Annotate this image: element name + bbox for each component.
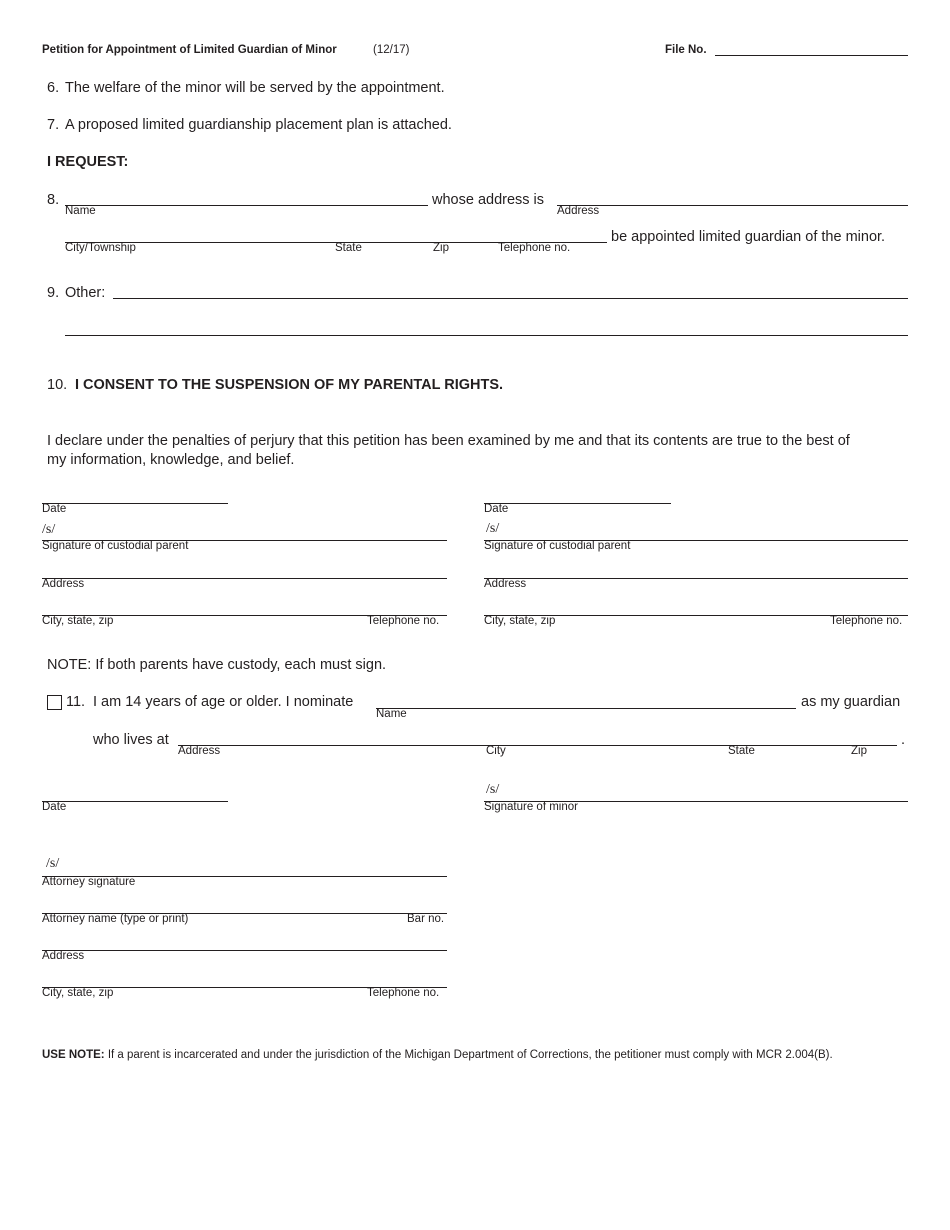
- guardian-address-label: Address: [557, 205, 600, 217]
- guardian-phone-label: Telephone no.: [498, 242, 571, 254]
- minor-date-label: Date: [42, 801, 67, 813]
- minor-sig-mark: /s/: [486, 782, 500, 797]
- attorney-phone-label: Telephone no.: [367, 987, 440, 999]
- guardian-zip-label: Zip: [433, 242, 449, 254]
- nominee-name-label: Name: [376, 708, 407, 720]
- whose-address-text: whose address is: [432, 192, 545, 208]
- parent2-sig-mark: /s/: [486, 521, 500, 536]
- use-note: [42, 1049, 833, 1061]
- parent1-date-field[interactable]: [42, 503, 228, 504]
- minor-date-field[interactable]: [42, 801, 228, 802]
- declaration-line2: my information, knowledge, and belief.: [47, 452, 295, 468]
- nominee-address-field[interactable]: [178, 745, 897, 746]
- file-no-field[interactable]: [715, 55, 908, 56]
- parent2-date-label: Date: [484, 503, 509, 515]
- parent1-sig-label: Signature of custodial parent: [42, 540, 189, 552]
- parent2-sig-label: Signature of custodial parent: [484, 540, 631, 552]
- parent1-date-label: Date: [42, 503, 67, 515]
- parent2-address-field[interactable]: [484, 578, 908, 579]
- parent1-phone-label: Telephone no.: [367, 615, 440, 627]
- parent2-phone-label: Telephone no.: [830, 615, 903, 627]
- attorney-address-label: Address: [42, 950, 85, 962]
- parent1-sig-mark: /s/: [42, 522, 56, 537]
- parent2-address-label: Address: [484, 578, 527, 590]
- parent1-address-label: Address: [42, 578, 85, 590]
- parent2-date-field[interactable]: [484, 503, 671, 504]
- attorney-bar-label: Bar no.: [407, 913, 445, 925]
- attorney-address-field[interactable]: [42, 950, 447, 951]
- item6-text: The welfare of the minor will be served by the appointment.: [65, 80, 445, 96]
- parent1-address-field[interactable]: [42, 578, 447, 579]
- other-label: Other:: [65, 285, 106, 301]
- minor-sig-label: Signature of minor: [484, 801, 578, 813]
- nominee-state-label: State: [728, 745, 755, 757]
- custody-note: NOTE: If both parents have custody, each must sign.: [47, 657, 387, 673]
- request-heading: I REQUEST:: [47, 154, 129, 170]
- attorney-sig-mark: /s/: [46, 856, 60, 871]
- use-note-label: USE NOTE:: [42, 1049, 105, 1061]
- nominee-city-label: City: [486, 745, 506, 757]
- attorney-city-label: City, state, zip: [42, 987, 114, 999]
- file-no-label: File No.: [665, 44, 707, 56]
- attorney-sig-label: Attorney signature: [42, 876, 136, 888]
- guardian-name-label: Name: [65, 205, 96, 217]
- other-field-line2[interactable]: [65, 335, 908, 336]
- who-lives-text: who lives at: [93, 732, 169, 748]
- other-field-line1[interactable]: [113, 298, 908, 299]
- attorney-name-label: Attorney name (type or print): [42, 913, 189, 925]
- item7-number: 7.: [47, 117, 60, 133]
- item10-number: 10.: [47, 377, 68, 393]
- item8-number: 8.: [47, 192, 60, 208]
- nominee-address-period: .: [901, 732, 906, 748]
- item11-checkbox[interactable]: [47, 695, 62, 710]
- item11-number: 11.: [66, 694, 86, 710]
- item11-text: I am 14 years of age or older. I nominate: [93, 694, 354, 710]
- consent-text: I CONSENT TO THE SUSPENSION OF MY PARENTAL RIGHTS.: [75, 377, 504, 393]
- as-guardian-text: as my guardian: [801, 694, 901, 710]
- item6-number: 6.: [47, 80, 60, 96]
- declaration-line1: I declare under the penalties of perjury that this petition has been examined by me and that its contents are true to the best of: [47, 433, 850, 449]
- item9-number: 9.: [47, 285, 60, 301]
- form-title: Petition for Appointment of Limited Guardian of Minor: [42, 44, 337, 56]
- nominee-address-label: Address: [178, 745, 221, 757]
- item7-text: A proposed limited guardianship placement plan is attached.: [65, 117, 452, 133]
- parent2-city-label: City, state, zip: [484, 615, 556, 627]
- guardian-state-label: State: [335, 242, 362, 254]
- guardian-address-field[interactable]: [557, 205, 908, 206]
- nominee-zip-label: Zip: [851, 745, 867, 757]
- nominee-name-field[interactable]: [376, 708, 796, 709]
- guardian-city-label: City/Township: [65, 242, 136, 254]
- use-note-text: If a parent is incarcerated and under the jurisdiction of the Michigan Department of Corrections, the petitioner must comply with MCR 2.004(B).: [107, 1049, 833, 1061]
- parent1-city-label: City, state, zip: [42, 615, 114, 627]
- form-version: (12/17): [373, 44, 410, 56]
- guardian-name-field[interactable]: [65, 205, 428, 206]
- be-appointed-text: be appointed limited guardian of the minor.: [611, 229, 886, 245]
